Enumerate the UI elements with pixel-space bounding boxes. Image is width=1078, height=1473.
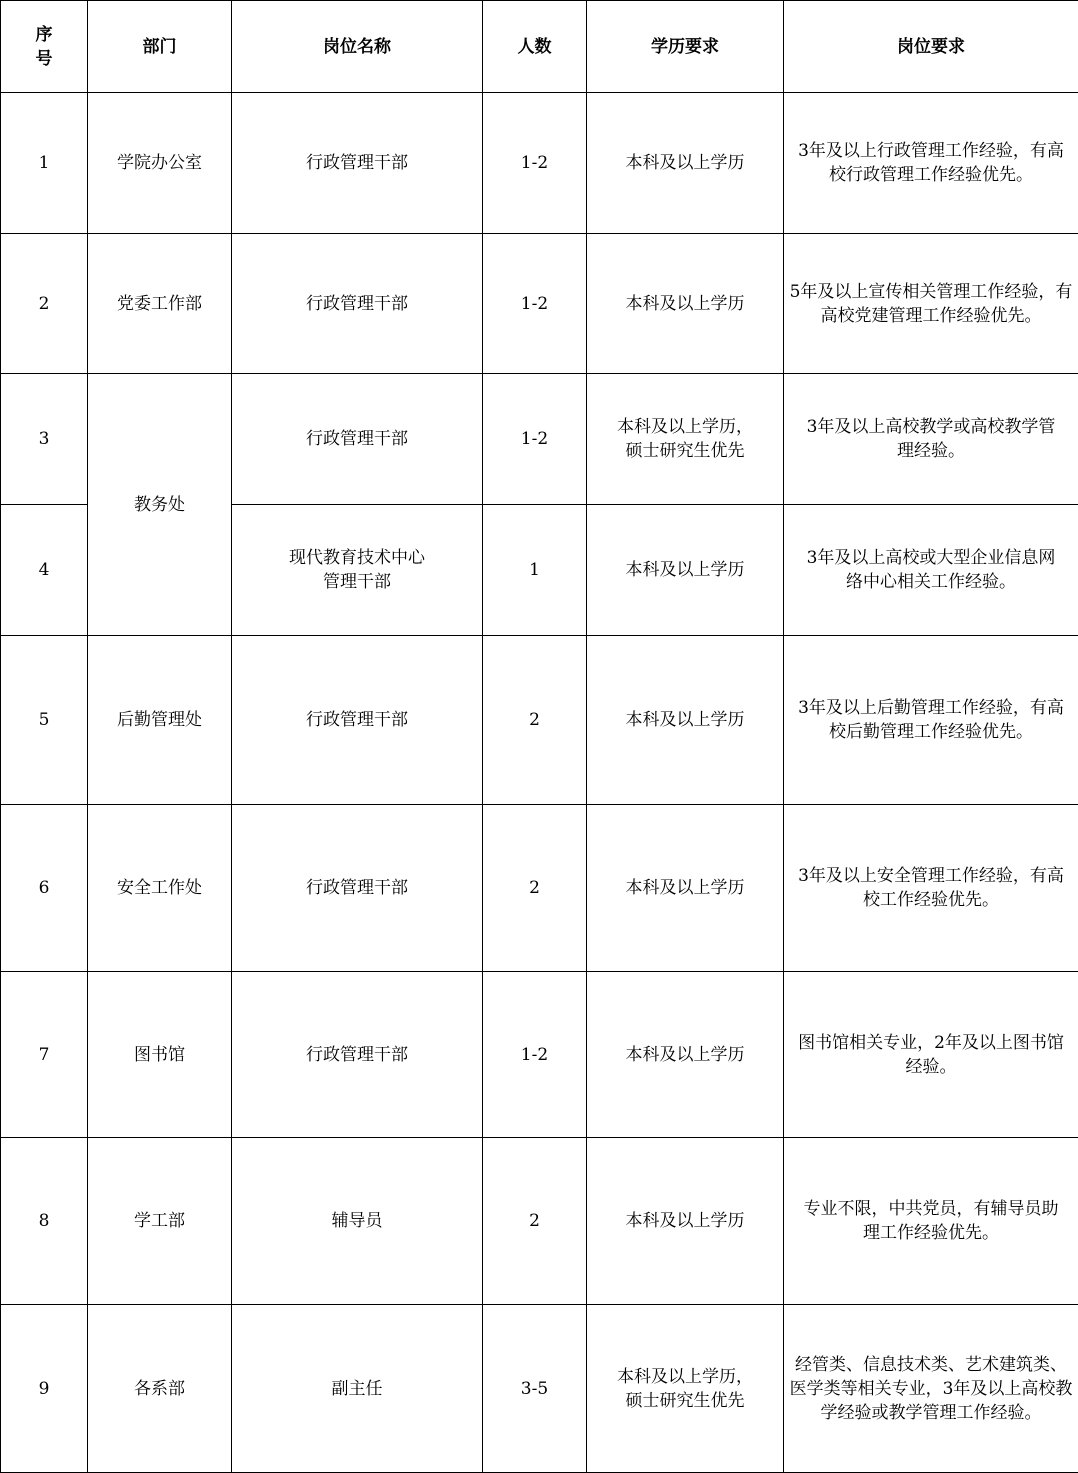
cell-count: 1-2 [483,374,587,505]
cell-position: 行政管理干部 [232,234,483,374]
header-seq: 序号 [1,1,88,93]
cell-seq: 5 [1,636,88,805]
table-row [1,234,1078,374]
cell-requirement: 专业不限，中共党员，有辅导员助理工作经验优先。 [784,1138,1078,1305]
table-row [1,636,1078,805]
cell-dept: 学院办公室 [88,93,232,234]
header-dept: 部门 [88,1,232,93]
table-row [1,374,1078,505]
cell-requirement: 5年及以上宣传相关管理工作经验，有高校党建管理工作经验优先。 [784,234,1078,374]
cell-dept: 党委工作部 [88,234,232,374]
cell-count: 2 [483,636,587,805]
cell-requirement: 3年及以上后勤管理工作经验，有高校后勤管理工作经验优先。 [784,636,1078,805]
cell-education: 本科及以上学历，硕士研究生优先 [587,374,784,505]
cell-dept: 学工部 [88,1138,232,1305]
cell-seq: 9 [1,1305,88,1473]
cell-requirement: 经管类、信息技术类、艺术建筑类、医学类等相关专业，3年及以上高校教学经验或教学管理工作经验。 [784,1305,1078,1473]
cell-requirement: 3年及以上高校教学或高校教学管理经验。 [784,374,1078,505]
cell-position: 辅导员 [232,1138,483,1305]
header-education: 学历要求 [587,1,784,93]
cell-position: 行政管理干部 [232,374,483,505]
cell-seq: 2 [1,234,88,374]
cell-dept: 图书馆 [88,972,232,1138]
cell-count: 1-2 [483,972,587,1138]
table-row [1,1305,1078,1473]
cell-education: 本科及以上学历 [587,93,784,234]
cell-count: 1-2 [483,93,587,234]
cell-seq: 1 [1,93,88,234]
cell-seq: 7 [1,972,88,1138]
cell-requirement: 3年及以上行政管理工作经验，有高校行政管理工作经验优先。 [784,93,1078,234]
cell-requirement: 图书馆相关专业，2年及以上图书馆经验。 [784,972,1078,1138]
header-row [1,1,1078,93]
cell-count: 1-2 [483,234,587,374]
header-position: 岗位名称 [232,1,483,93]
cell-dept: 各系部 [88,1305,232,1473]
cell-seq: 3 [1,374,88,505]
header-requirement: 岗位要求 [784,1,1078,93]
table-row [1,1138,1078,1305]
cell-education: 本科及以上学历 [587,972,784,1138]
cell-education: 本科及以上学历 [587,636,784,805]
cell-education: 本科及以上学历 [587,505,784,636]
table-row [1,93,1078,234]
cell-count: 2 [483,1138,587,1305]
cell-position: 行政管理干部 [232,93,483,234]
cell-position: 行政管理干部 [232,636,483,805]
cell-education: 本科及以上学历 [587,234,784,374]
cell-requirement: 3年及以上高校或大型企业信息网络中心相关工作经验。 [784,505,1078,636]
cell-count: 1 [483,505,587,636]
cell-position: 行政管理干部 [232,805,483,972]
cell-position: 副主任 [232,1305,483,1473]
cell-count: 3-5 [483,1305,587,1473]
cell-education: 本科及以上学历，硕士研究生优先 [587,1305,784,1473]
cell-dept: 后勤管理处 [88,636,232,805]
cell-requirement: 3年及以上安全管理工作经验，有高校工作经验优先。 [784,805,1078,972]
table-row [1,972,1078,1138]
header-count: 人数 [483,1,587,93]
table-row [1,805,1078,972]
cell-dept: 教务处 [88,374,232,636]
cell-seq: 8 [1,1138,88,1305]
cell-seq: 4 [1,505,88,636]
cell-dept: 安全工作处 [88,805,232,972]
cell-seq: 6 [1,805,88,972]
cell-education: 本科及以上学历 [587,805,784,972]
cell-count: 2 [483,805,587,972]
cell-position: 现代教育技术中心管理干部 [232,505,483,636]
cell-position: 行政管理干部 [232,972,483,1138]
cell-education: 本科及以上学历 [587,1138,784,1305]
